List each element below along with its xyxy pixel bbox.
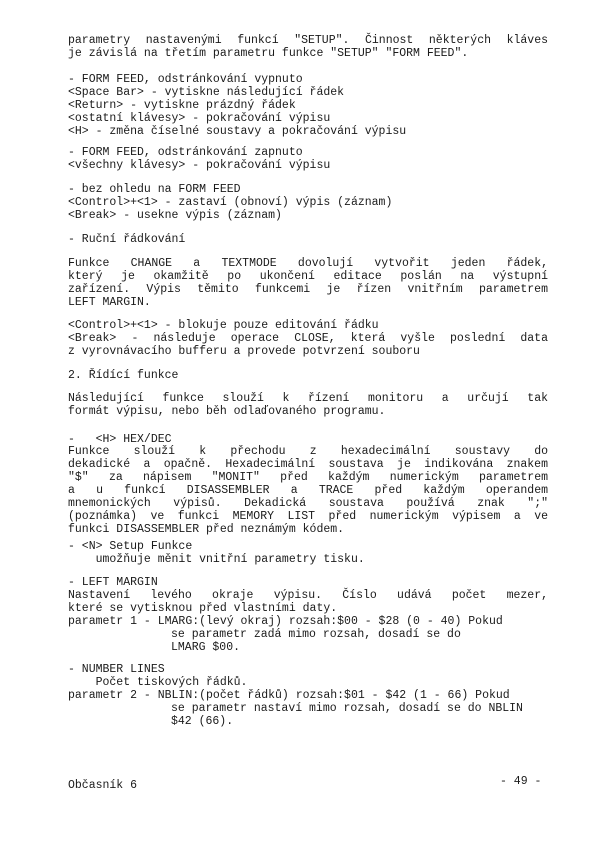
intro-paragraph bbox=[68, 34, 548, 60]
hexdec-heading: - <H> HEX/DEC bbox=[68, 433, 172, 446]
section-heading: - bez ohledu na FORM FEED bbox=[68, 183, 241, 196]
text-line: a u funkcí DISASSEMBLER a TRACE před každým operandem bbox=[68, 484, 548, 497]
formfeed-off-section bbox=[68, 73, 548, 138]
parameter-line: parametr 1 - LMARG:(levý okraj) rozsah:$00 - $28 (0 - 40) Pokud bbox=[68, 615, 503, 628]
parameter-continuation: LMARG $00. bbox=[171, 641, 241, 654]
text-line: LEFT MARGIN. bbox=[68, 296, 151, 309]
text-line: (poznámka) ve funkci MEMORY LIST před numerickým výpisem a ve bbox=[68, 510, 548, 523]
text-line: který je okamžitě po ukončení editace poslán na výstupní bbox=[68, 270, 548, 283]
text-line: <všechny klávesy> - pokračování výpisu bbox=[68, 159, 331, 172]
control-lines bbox=[68, 319, 548, 358]
text-line: Následující funkce slouží k řízení monitoru a určují tak bbox=[68, 392, 548, 405]
text-line: parametry nastavenými funkcí "SETUP". Činnost některých kláves bbox=[68, 34, 548, 47]
text-line: Funkce CHANGE a TEXTMODE dovolují vytvořit jeden řádek, bbox=[68, 257, 548, 270]
text-line: funkci DISASSEMBLER před neznámým kódem. bbox=[68, 523, 345, 536]
formfeed-on-section bbox=[68, 146, 548, 172]
text-line: <Break> - usekne výpis (záznam) bbox=[68, 209, 282, 222]
parameter-continuation: se parametr zadá mimo rozsah, dosadí se do bbox=[171, 628, 461, 641]
text-line: <Control>+<1> - zastaví (obnoví) výpis (záznam) bbox=[68, 196, 393, 209]
footer-publication: Občasník 6 bbox=[68, 779, 138, 792]
text-line: <Return> - vytiskne prázdný řádek bbox=[68, 99, 296, 112]
text-line: <H> - změna číselné soustavy a pokračování výpisu bbox=[68, 125, 407, 138]
parameter-continuation: se parametr nastaví mimo rozsah, dosadí se do NBLIN bbox=[171, 702, 523, 715]
text-line: <Control>+<1> - blokuje pouze editování řádku bbox=[68, 319, 379, 332]
text-line: je závislá na třetím parametru funkce "SETUP" "FORM FEED". bbox=[68, 47, 469, 60]
manual-paragraph bbox=[68, 257, 548, 309]
text-line: mnemonických výpisů. Dekadická soustava používá znak ";" bbox=[68, 497, 548, 510]
hexdec-paragraph bbox=[68, 445, 548, 536]
section-heading: - <N> Setup Funkce bbox=[68, 540, 193, 553]
parameter-line: parametr 2 - NBLIN:(počet řádků) rozsah:$01 - $42 (1 - 66) Pokud bbox=[68, 689, 510, 702]
text-line: které se vytisknou před vlastními daty. bbox=[68, 602, 338, 615]
text-line: formát výpisu, nebo běh odlaďovaného programu. bbox=[68, 405, 386, 418]
page-number: - 49 - bbox=[500, 775, 542, 788]
text-line: dekadické a opačně. Hexadecimální soustava je indikována znakem bbox=[68, 458, 548, 471]
section2-paragraph bbox=[68, 392, 548, 418]
text-line: <ostatní klávesy> - pokračování výpisu bbox=[68, 112, 331, 125]
text-line: "$" za nápisem "MONIT" před každým numerickým parametrem bbox=[68, 471, 548, 484]
text-line: Nastavení levého okraje výpisu. Číslo udává počet mezer, bbox=[68, 589, 548, 602]
section2-heading: 2. Řídící funkce bbox=[68, 369, 179, 382]
left-margin-section bbox=[68, 576, 548, 654]
number-lines-section bbox=[68, 663, 548, 728]
text-line: z vyrovnávacího bufferu a provede potvrzení souboru bbox=[68, 345, 420, 358]
manual-heading: - Ruční řádkování bbox=[68, 233, 186, 246]
parameter-continuation: $42 (66). bbox=[171, 715, 234, 728]
formfeed-any-section bbox=[68, 183, 548, 222]
section-heading: - LEFT MARGIN bbox=[68, 576, 158, 589]
text-line: <Space Bar> - vytiskne následující řádek bbox=[68, 86, 345, 99]
section-heading: - FORM FEED, odstránkování vypnuto bbox=[68, 73, 303, 86]
text-line: umožňuje měnit vnitřní parametry tisku. bbox=[68, 553, 365, 566]
text-line: <Break> - následuje operace CLOSE, která vyšle poslední data bbox=[68, 332, 548, 345]
text-line: zařízení. Výpis těmito funkcemi je řízen vnitřním parametrem bbox=[68, 283, 548, 296]
text-line: Funkce slouží k přechodu z hexadecimální soustavy do bbox=[68, 445, 548, 458]
text-line: Počet tiskových řádků. bbox=[68, 676, 248, 689]
section-heading: - FORM FEED, odstránkování zapnuto bbox=[68, 146, 303, 159]
section-heading: - NUMBER LINES bbox=[68, 663, 165, 676]
setup-section bbox=[68, 540, 548, 566]
